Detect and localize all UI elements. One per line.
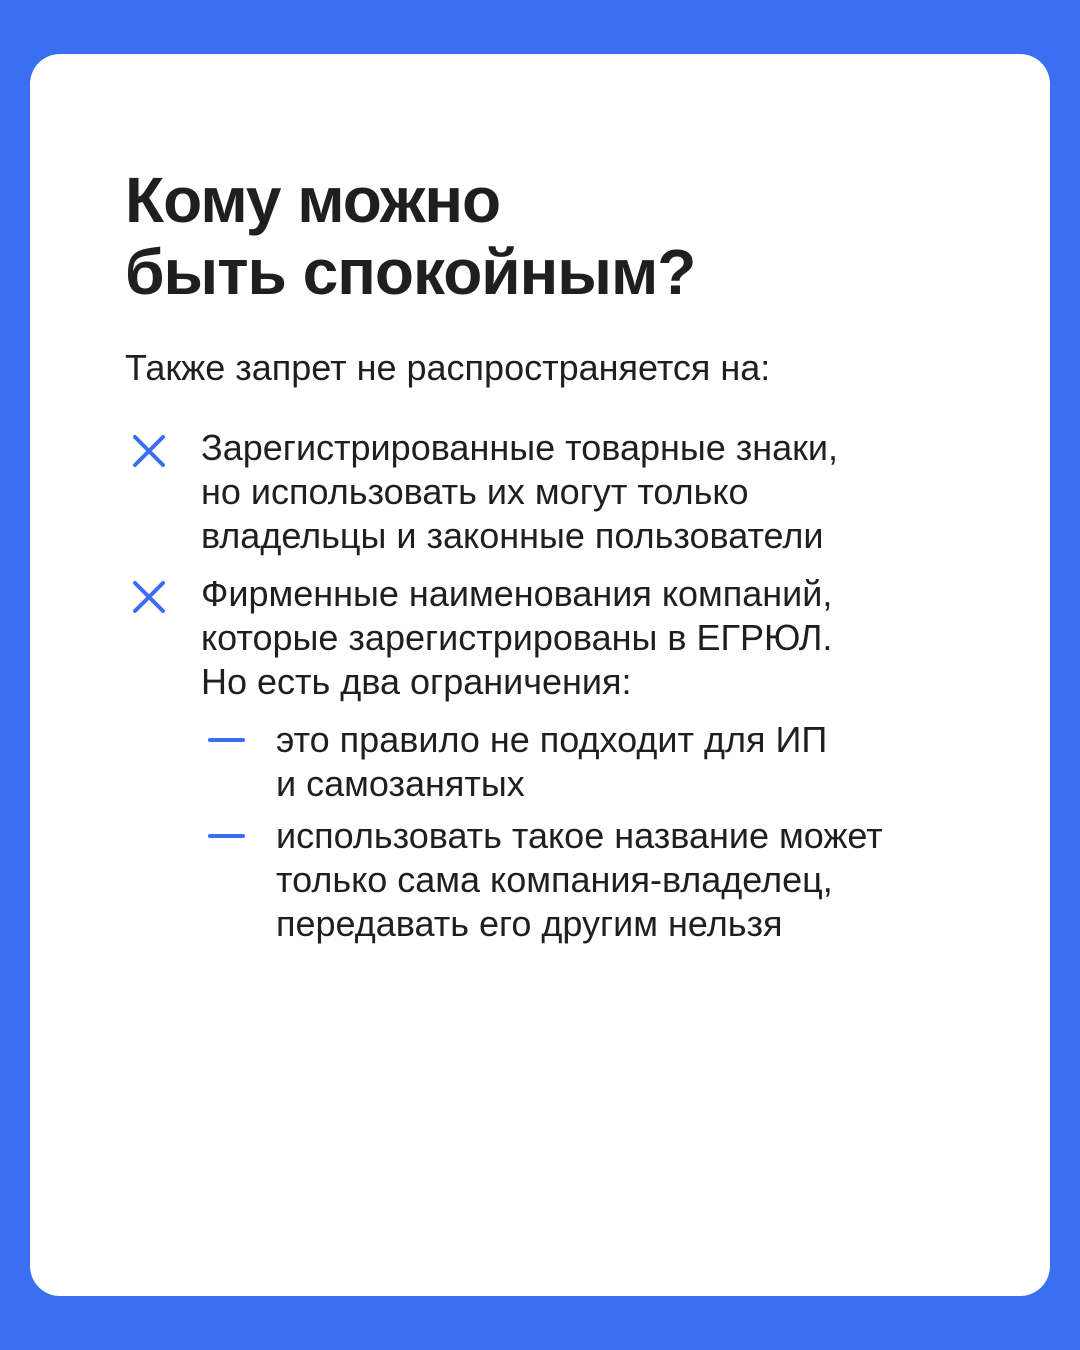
list-item-line: которые зарегистрированы в ЕГРЮЛ.	[201, 617, 833, 658]
sub-item-line: только сама компания-владелец,	[276, 859, 833, 900]
list-item-text	[201, 426, 1001, 558]
dash-icon	[208, 738, 245, 742]
cross-icon	[132, 434, 166, 468]
intro-text: Также запрет не распространяется на:	[125, 347, 771, 388]
sub-item-line: это правило не подходит для ИП	[276, 719, 828, 760]
list-item-line: Фирменные наименования компаний,	[201, 573, 833, 614]
sub-item-text	[276, 814, 996, 946]
sub-item-line: передавать его другим нельзя	[276, 903, 783, 944]
list-item-line: но использовать их могут только	[201, 471, 749, 512]
list-item-line: владельцы и законные пользователи	[201, 515, 824, 556]
sub-item-line: использовать такое название может	[276, 815, 883, 856]
content-card	[30, 54, 1050, 1296]
list-item-line: Но есть два ограничения:	[201, 661, 632, 702]
dash-icon	[208, 834, 245, 838]
sub-item-text	[276, 718, 996, 806]
list-item-text	[201, 572, 1001, 704]
sub-item-line: и самозанятых	[276, 763, 525, 804]
cross-icon	[132, 580, 166, 614]
page-title	[125, 164, 925, 308]
title-line-2: быть спокойным?	[125, 236, 696, 308]
list-item-line: Зарегистрированные товарные знаки,	[201, 427, 839, 468]
title-line-1: Кому можно	[125, 164, 501, 236]
